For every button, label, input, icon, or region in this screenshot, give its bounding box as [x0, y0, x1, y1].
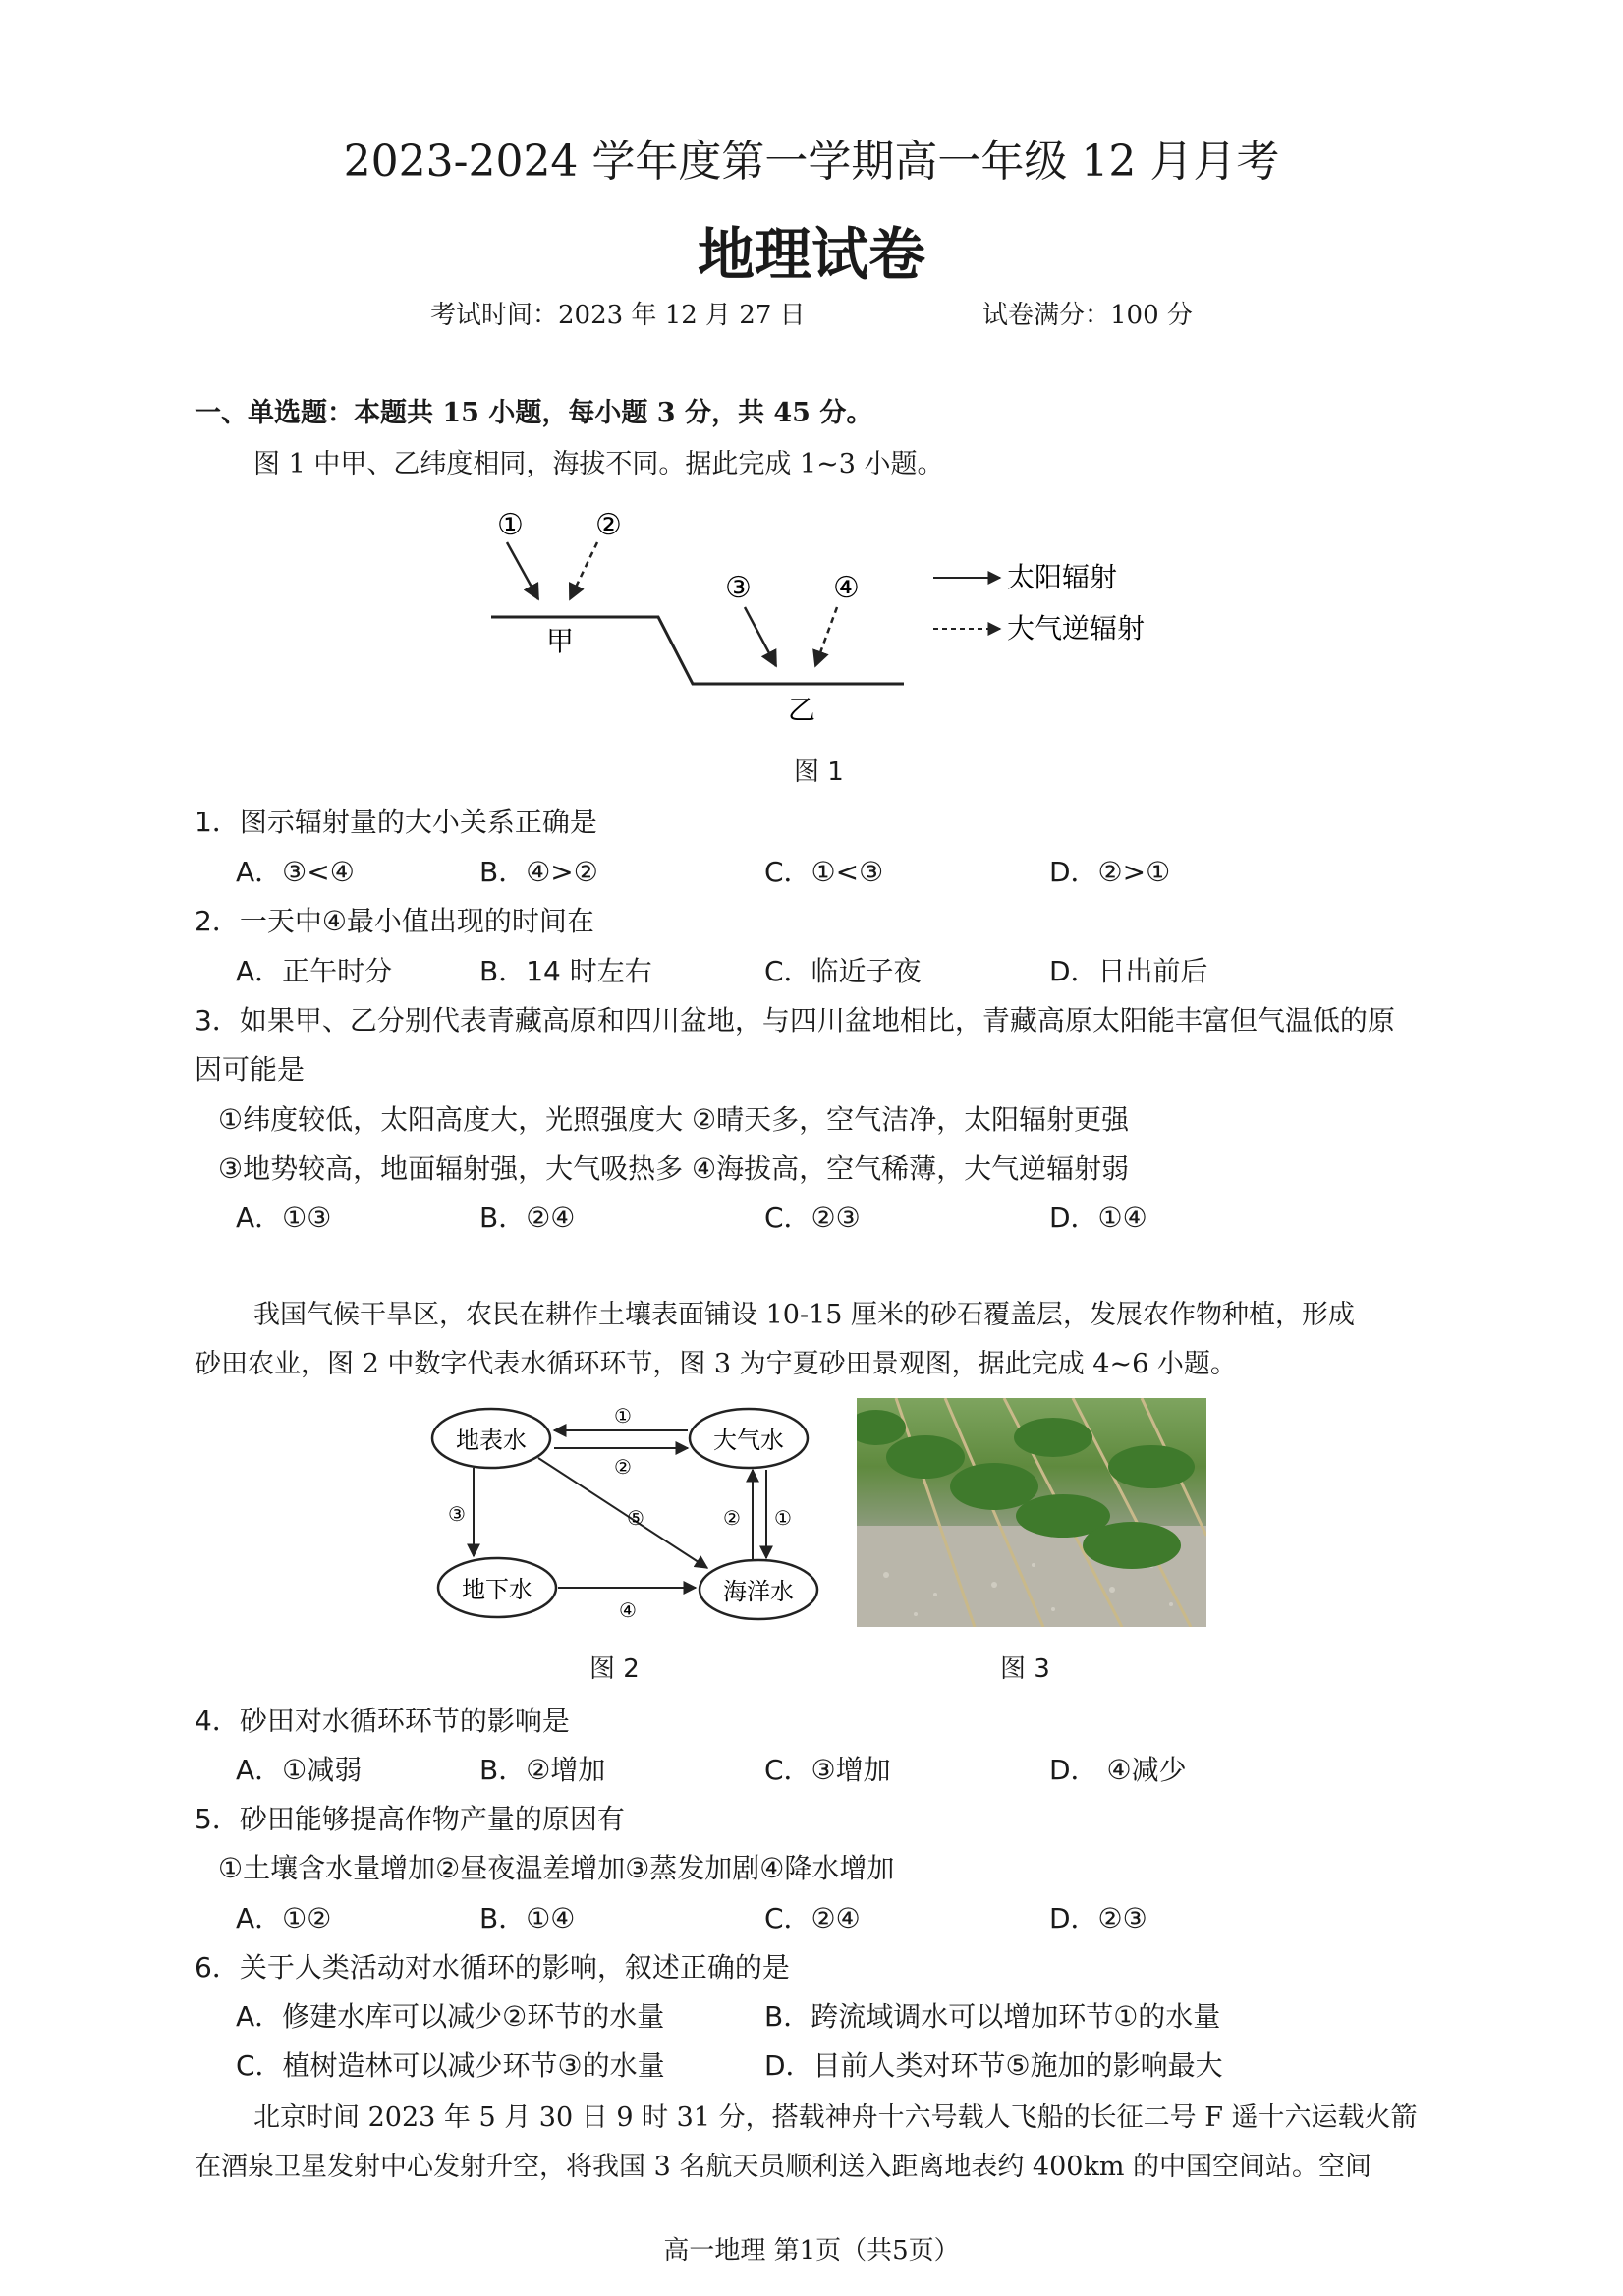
label-yi: 乙	[788, 694, 816, 726]
legend-solar: 太阳辐射	[1007, 561, 1118, 593]
label-n4: ④	[619, 1598, 637, 1622]
q6-stem: 6．关于人类活动对水循环的影响，叙述正确的是	[195, 1951, 790, 1984]
q5-option-d: D．②③	[1049, 1902, 1147, 1934]
figure-3-caption: 图 3	[1000, 1654, 1050, 1684]
full-score: 试卷满分：100 分	[982, 301, 1193, 330]
legend-counter: 大气逆辐射	[1007, 612, 1146, 644]
q1-option-b: B．④>②	[479, 856, 598, 888]
label-n2b: ②	[723, 1506, 741, 1530]
q3-statements-2: ③地势较高，地面辐射强，大气吸热多 ④海拔高，空气稀薄，大气逆辐射弱	[218, 1152, 1130, 1185]
q4-stem: 4．砂田对水循环环节的影响是	[195, 1705, 570, 1737]
intro-text: 图 1 中甲、乙纬度相同，海拔不同。据此完成 1~3 小题。	[253, 449, 944, 479]
sand-field-photo	[857, 1398, 1206, 1627]
q2-option-d: D．日出前后	[1049, 955, 1208, 987]
arrow-1	[507, 542, 538, 599]
q3-stem-line2: 因可能是	[195, 1053, 306, 1086]
node-surface-label: 地表水	[456, 1427, 527, 1454]
sand-field-illustration	[857, 1398, 1206, 1627]
q1-option-a: A．③<④	[236, 856, 355, 888]
q3-stem-line1: 3．如果甲、乙分别代表青藏高原和四川盆地，与四川盆地相比，青藏高原太阳能丰富但气温低的原	[195, 1004, 1395, 1036]
q3-statements-1: ①纬度较低，太阳高度大，光照强度大 ②晴天多，空气洁净，太阳辐射更强	[218, 1103, 1130, 1136]
node-ground-label: 地下水	[462, 1576, 532, 1603]
q5-stem: 5．砂田能够提高作物产量的原因有	[195, 1803, 625, 1835]
q5-option-c: C．②④	[764, 1902, 861, 1934]
q6-option-c: C．植树造林可以减少环节③的水量	[236, 2049, 665, 2082]
q2-option-a: A．正午时分	[236, 955, 393, 987]
label-n2a: ②	[614, 1455, 632, 1479]
q4-option-b: B．②增加	[479, 1754, 606, 1786]
intro2-line2: 砂田农业，图 2 中数字代表水循环环节，图 3 为宁夏砂田景观图，据此完成 4~6 小题。	[195, 1349, 1237, 1379]
exam-time: 考试时间：2023 年 12 月 27 日	[430, 301, 806, 330]
intro3-line2: 在酒泉卫星发射中心发射升空，将我国 3 名航天员顺利送入距离地表约 400km 的中国空间站。空间	[195, 2152, 1372, 2182]
label-n1b: ①	[774, 1506, 792, 1530]
q2-stem: 2．一天中④最小值出现的时间在	[195, 905, 594, 937]
q4-option-c: C．③增加	[764, 1754, 891, 1786]
arrow-3	[745, 607, 776, 666]
q1-option-d: D．②>①	[1049, 856, 1171, 888]
figure-1-caption: 图 1	[794, 757, 844, 787]
exam-title: 2023-2024 学年度第一学期高一年级 12 月月考	[343, 137, 1280, 187]
q6-option-a: A．修建水库可以减少②环节的水量	[236, 2000, 665, 2033]
label-n3: ③	[448, 1502, 466, 1526]
label-r1: ①	[497, 508, 524, 542]
q3-option-d: D．①④	[1049, 1202, 1147, 1234]
figure-2-caption: 图 2	[589, 1654, 640, 1684]
figure-1-diagram	[472, 491, 1218, 737]
q6-option-d: D．目前人类对环节⑤施加的影响最大	[764, 2049, 1223, 2082]
q2-option-c: C．临近子夜	[764, 955, 922, 987]
q3-option-a: A．①③	[236, 1202, 332, 1234]
q5-option-b: B．①④	[479, 1902, 576, 1934]
q3-option-b: B．②④	[479, 1202, 576, 1234]
node-ocean-label: 海洋水	[723, 1578, 794, 1605]
figure-2-diagram	[422, 1395, 835, 1631]
q6-option-b: B．跨流域调水可以增加环节①的水量	[764, 2000, 1221, 2033]
label-r3: ③	[725, 571, 752, 605]
section-heading: 一、单选题：本题共 15 小题，每小题 3 分，共 45 分。	[195, 398, 873, 428]
page-footer: 高一地理 第1页（共5页）	[663, 2236, 960, 2266]
arrow-4	[815, 607, 837, 666]
intro3-line1: 北京时间 2023 年 5 月 30 日 9 时 31 分，搭载神舟十六号载人飞船的长征二号 F 遥十六运载火箭	[253, 2102, 1418, 2133]
arrow-2	[570, 542, 597, 599]
q5-option-a: A．①②	[236, 1902, 332, 1934]
q5-statements: ①土壤含水量增加②昼夜温差增加③蒸发加剧④降水增加	[218, 1852, 895, 1884]
label-jia: 甲	[546, 625, 575, 657]
intro2-line1: 我国气候干旱区，农民在耕作土壤表面铺设 10-15 厘米的砂石覆盖层，发展农作物种植，形成	[253, 1300, 1355, 1330]
q4-option-d: D． ④减少	[1049, 1754, 1187, 1786]
q1-option-c: C．①<③	[764, 856, 884, 888]
label-r2: ②	[595, 508, 622, 542]
q4-option-a: A．①减弱	[236, 1754, 363, 1786]
label-n1a: ①	[614, 1404, 632, 1428]
node-atmos-label: 大气水	[713, 1427, 784, 1454]
q1-stem: 1．图示辐射量的大小关系正确是	[195, 806, 597, 838]
label-r4: ④	[833, 571, 860, 605]
subject-title: 地理试卷	[697, 221, 925, 288]
label-n5: ⑤	[627, 1506, 644, 1530]
q2-option-b: B．14 时左右	[479, 955, 652, 987]
q3-option-c: C．②③	[764, 1202, 861, 1234]
